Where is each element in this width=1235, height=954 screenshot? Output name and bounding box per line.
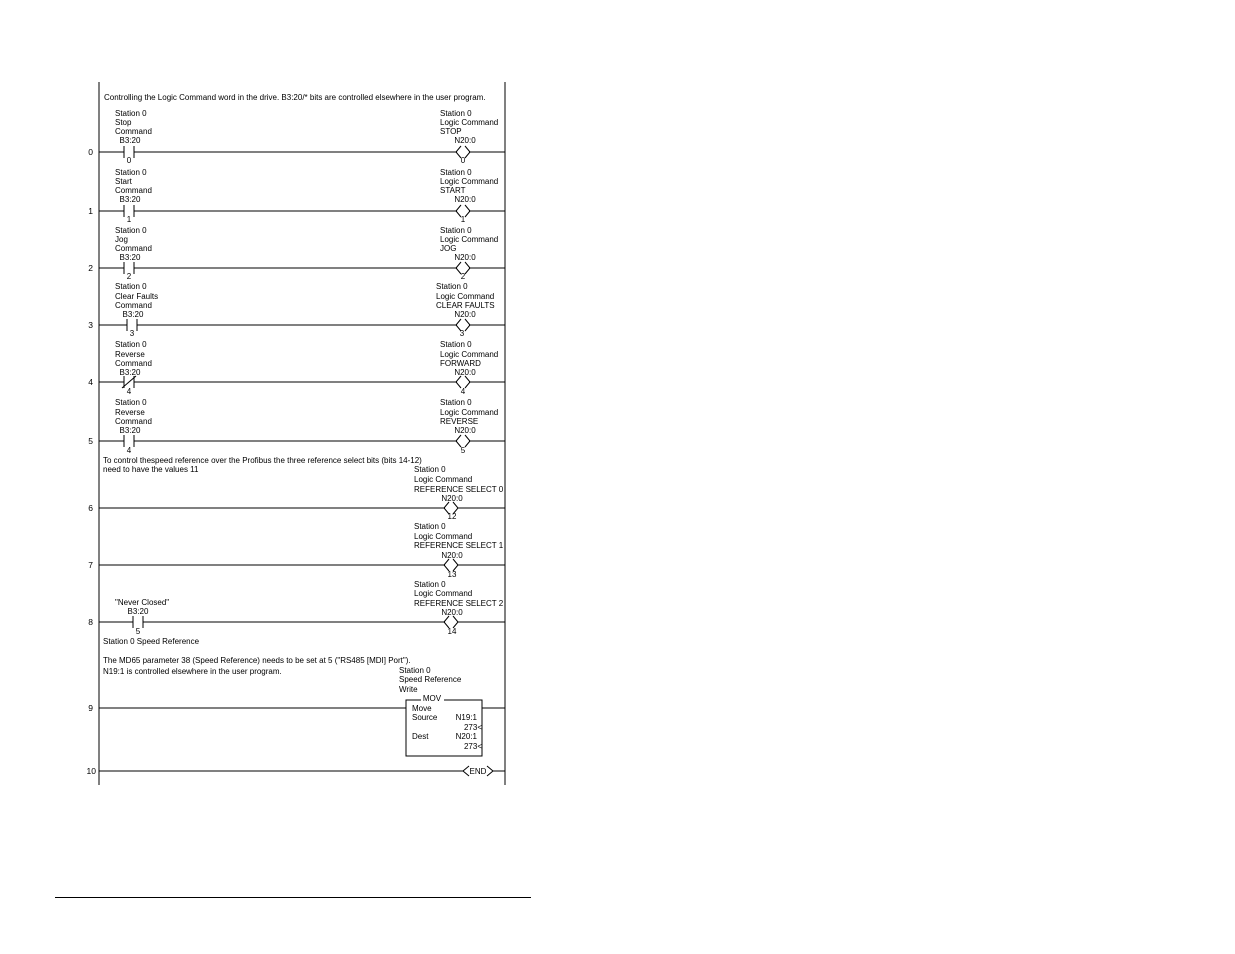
contact-desc: Station 0 xyxy=(115,226,147,235)
rung-9 xyxy=(88,637,505,756)
dest-label: Dest xyxy=(412,732,429,741)
source-label: Source xyxy=(412,713,438,722)
rung-number: 10 xyxy=(86,766,96,776)
coil-desc: Logic Command xyxy=(440,235,499,244)
end-label: END xyxy=(469,767,487,776)
coil-bit: 4 xyxy=(460,387,466,396)
coil-address: N20:0 xyxy=(454,253,476,262)
coil-desc: Logic Command xyxy=(414,475,473,484)
coil-desc: Station 0 xyxy=(436,282,468,291)
block-title: Move xyxy=(412,704,432,713)
contact-address: B3:20 xyxy=(119,426,141,435)
contact-bit: 3 xyxy=(129,329,135,338)
rung-1 xyxy=(88,168,505,224)
coil-desc: FORWARD xyxy=(440,359,481,368)
rung-3 xyxy=(88,282,505,338)
contact-desc: Command xyxy=(115,359,152,368)
contact-desc: Command xyxy=(115,186,152,195)
rung-2 xyxy=(88,226,505,281)
coil-address: N20:0 xyxy=(454,426,476,435)
coil-desc: Logic Command xyxy=(436,292,495,301)
contact-desc: Command xyxy=(115,244,152,253)
coil-desc: Logic Command xyxy=(414,589,473,598)
coil-desc: JOG xyxy=(440,244,457,253)
rung-number: 9 xyxy=(88,703,93,713)
rung-4 xyxy=(88,340,505,396)
rung-number: 4 xyxy=(88,377,93,387)
rung-7 xyxy=(88,522,505,579)
contact-desc: Jog xyxy=(115,235,128,244)
coil-desc: Logic Command xyxy=(440,408,499,417)
contact-address: B3:20 xyxy=(119,368,141,377)
coil-desc: REFERENCE SELECT 2 xyxy=(414,599,504,608)
dest-value: 273< xyxy=(463,742,482,751)
coil-desc: Station 0 xyxy=(414,522,446,531)
coil-address: N20:0 xyxy=(454,136,476,145)
contact-desc: Command xyxy=(115,127,152,136)
coil-desc: Logic Command xyxy=(414,532,473,541)
rung-10 xyxy=(87,766,505,776)
contact-bit: 0 xyxy=(126,156,132,165)
block-desc: Write xyxy=(399,685,418,694)
coil-bit: 14 xyxy=(447,627,457,636)
contact-address: B3:20 xyxy=(119,195,141,204)
contact-desc: Station 0 xyxy=(115,282,147,291)
contact-desc: Clear Faults xyxy=(115,292,159,301)
rung-5 xyxy=(88,398,505,455)
rung-number: 1 xyxy=(88,206,93,216)
page-footer-rule xyxy=(55,897,531,898)
rung-number: 2 xyxy=(88,263,93,273)
end-instruction xyxy=(463,766,493,776)
block-desc: Speed Reference xyxy=(399,675,462,684)
coil-address: N20:0 xyxy=(454,368,476,377)
coil-desc: STOP xyxy=(440,127,462,136)
rung-comment: Station 0 Speed Reference xyxy=(103,637,200,646)
coil-desc: Logic Command xyxy=(440,118,499,127)
contact-desc: Start xyxy=(115,177,132,186)
contact-bit: 4 xyxy=(126,387,132,396)
contact-address: B3:20 xyxy=(122,310,144,319)
coil-address: N20:0 xyxy=(441,608,463,617)
contact-desc: Station 0 xyxy=(115,168,147,177)
contact-desc: Stop xyxy=(115,118,132,127)
dest-address: N20:1 xyxy=(455,732,477,741)
contact-bit: 4 xyxy=(126,446,132,455)
coil-desc: Station 0 xyxy=(440,340,472,349)
coil-address: N20:0 xyxy=(441,494,463,503)
coil-bit: 13 xyxy=(447,570,457,579)
rung-number: 5 xyxy=(88,436,93,446)
coil-bit: 3 xyxy=(459,329,465,338)
rung-number: 8 xyxy=(88,617,93,627)
block-name: MOV xyxy=(422,694,442,703)
rung-comment: The MD65 parameter 38 (Speed Reference) needs to be set at 5 ("RS485 [MDI] Port"). xyxy=(103,656,411,665)
rung-6 xyxy=(88,456,505,521)
block-desc: Station 0 xyxy=(399,666,431,675)
coil-desc: Station 0 xyxy=(440,109,472,118)
coil-bit: 12 xyxy=(447,512,457,521)
coil-bit: 0 xyxy=(460,156,466,165)
mov-instruction-block xyxy=(406,694,482,756)
coil-bit: 5 xyxy=(460,446,466,455)
rung-number: 3 xyxy=(88,320,93,330)
coil-desc: REFERENCE SELECT 0 xyxy=(414,485,504,494)
coil-address: N20:0 xyxy=(441,551,463,560)
rung-8 xyxy=(88,580,505,636)
contact-desc: Station 0 xyxy=(115,340,147,349)
coil-address: N20:0 xyxy=(454,310,476,319)
header-comment: Controlling the Logic Command word in the drive. B3:20/* bits are controlled elsewhere in the user program. xyxy=(104,93,486,102)
coil-desc: Station 0 xyxy=(440,168,472,177)
contact-desc: Reverse xyxy=(115,408,145,417)
contact-bit: 5 xyxy=(135,627,141,636)
contact-address: B3:20 xyxy=(127,607,149,616)
coil-desc: Station 0 xyxy=(440,398,472,407)
contact-bit: 2 xyxy=(126,272,132,281)
contact-address: B3:20 xyxy=(119,253,141,262)
rung-0 xyxy=(88,109,505,165)
contact-desc: Station 0 xyxy=(115,109,147,118)
coil-desc: REFERENCE SELECT 1 xyxy=(414,541,504,550)
coil-desc: Station 0 xyxy=(414,465,446,474)
contact-address: B3:20 xyxy=(119,136,141,145)
coil-desc: REVERSE xyxy=(440,417,479,426)
coil-desc: Station 0 xyxy=(440,226,472,235)
coil-bit: 2 xyxy=(460,272,466,281)
coil-desc: Logic Command xyxy=(440,177,499,186)
contact-bit: 1 xyxy=(126,215,132,224)
contact-desc: Station 0 xyxy=(115,398,147,407)
coil-address: N20:0 xyxy=(454,195,476,204)
contact-desc: Command xyxy=(115,417,152,426)
rung-number: 7 xyxy=(88,560,93,570)
rung-comment: N19:1 is controlled elsewhere in the user program. xyxy=(103,667,282,676)
rung-comment: To control thespeed reference over the Profibus the three reference select bits (bits 14-12) xyxy=(103,456,422,465)
coil-desc: Logic Command xyxy=(440,350,499,359)
contact-desc: Command xyxy=(115,301,152,310)
rung-comment: need to have the values 11 xyxy=(103,465,199,474)
rung-number: 6 xyxy=(88,503,93,513)
coil-bit: 1 xyxy=(460,215,466,224)
rung-number: 0 xyxy=(88,147,93,157)
coil-desc: Station 0 xyxy=(414,580,446,589)
contact-desc: "Never Closed" xyxy=(115,598,170,607)
coil-desc: START xyxy=(440,186,466,195)
source-address: N19:1 xyxy=(455,713,477,722)
contact-desc: Reverse xyxy=(115,350,145,359)
coil-desc: CLEAR FAULTS xyxy=(436,301,495,310)
source-value: 273< xyxy=(463,723,482,732)
